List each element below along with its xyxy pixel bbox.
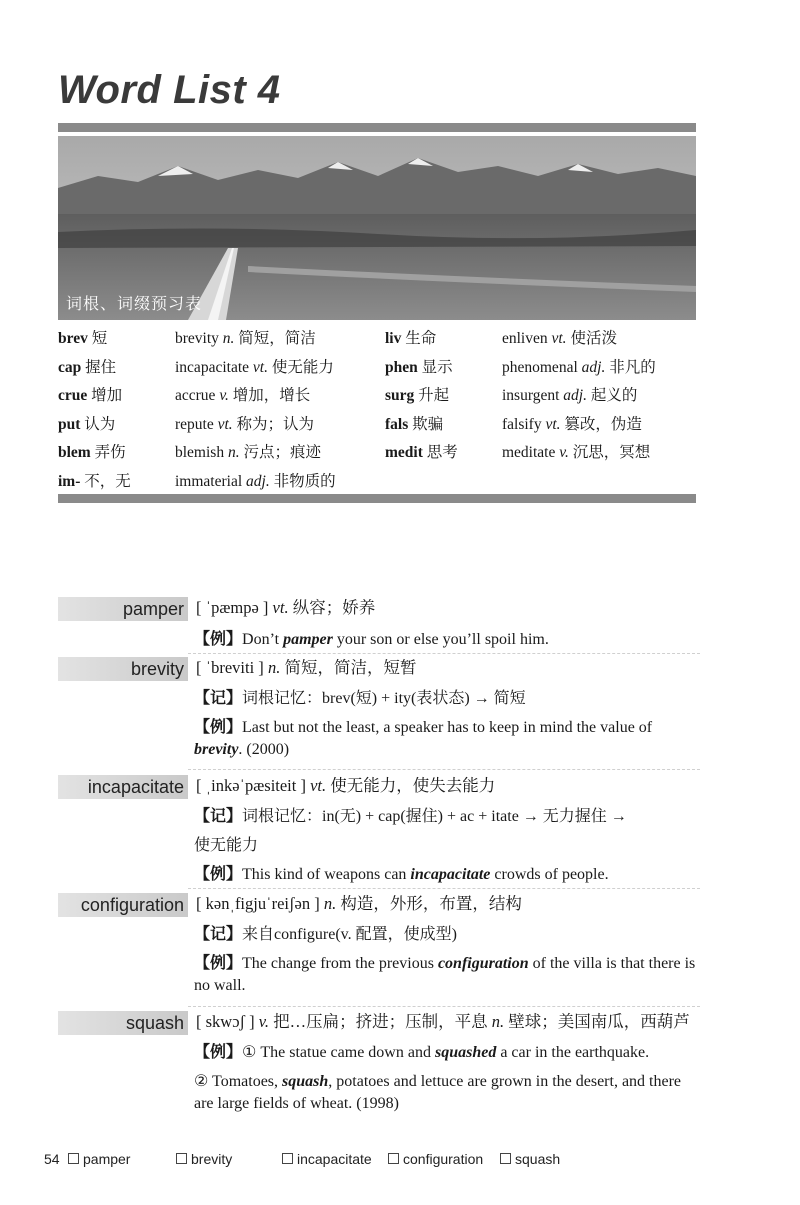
memory-tag: 【记】 <box>194 926 243 943</box>
phonetic: [ kənˌfigjuˈreiʃən ] <box>196 894 320 913</box>
example-tag: 【例】 <box>194 719 243 736</box>
footer-checkbox-item: squash <box>500 1151 560 1167</box>
example-keyword: squashed <box>434 1044 497 1061</box>
root-cell: surg 升起 <box>385 387 450 404</box>
table-bottom-rule <box>58 494 696 503</box>
example-keyword: configuration <box>437 955 529 972</box>
example-word-cell: meditate v. 沉思，冥想 <box>502 444 651 461</box>
definition: 简短，简洁，短暂 <box>284 658 417 677</box>
entry-headline <box>196 893 702 915</box>
example-word-cell: repute vt. 称为；认为 <box>175 415 315 433</box>
example-keyword: pamper <box>283 631 333 648</box>
footer-checkbox-item: configuration <box>388 1151 483 1167</box>
root-cell: blem 弄伤 <box>58 444 126 461</box>
banner-caption: 词根、词缀预习表 <box>66 294 203 313</box>
example-keyword: squash <box>282 1073 329 1090</box>
memory-line: 【记】词根记忆：brev(短) + ity(表状态) → 简短 <box>194 690 526 707</box>
part-of-speech: v. <box>258 1012 270 1031</box>
definition: 使无能力，使失去能力 <box>330 776 496 795</box>
phonetic: [ ˌinkəˈpæsiteit ] <box>196 776 306 795</box>
example-line: 【例】This kind of weapons can incapacitate crowds of people. <box>194 866 609 883</box>
entry-headline <box>196 1011 702 1033</box>
example-line: 【例】① The statue came down and squashed a car in the earthquake. <box>194 1044 650 1061</box>
checkbox-icon <box>282 1153 293 1164</box>
root-row <box>58 383 696 412</box>
definition: 把…压扁；挤进；压制，平息 <box>273 1012 488 1031</box>
entry-word-brevity: brevity <box>58 657 188 681</box>
entry-word-squash: squash <box>58 1011 188 1035</box>
example-tag: 【例】 <box>194 955 243 972</box>
example-keyword: brevity <box>194 741 239 758</box>
roots-table <box>58 326 696 497</box>
checkbox-icon <box>388 1153 399 1164</box>
footer-checkbox-item: brevity <box>176 1151 232 1167</box>
root-cell: im- 不，无 <box>58 472 131 490</box>
part-of-speech: vt. <box>272 598 289 617</box>
definition-2: 壁球；美国南瓜，西葫芦 <box>508 1012 690 1031</box>
title-rule <box>58 123 696 132</box>
memory-tag: 【记】 <box>194 690 243 707</box>
memory-line: 【记】词根记忆：in(无) + cap(握住) + ac + itate → 无力握住 → <box>194 808 627 825</box>
root-row <box>58 412 696 441</box>
example-line: 【例】Last but not the least, a speaker has to keep in mind the value of brevity. (2000) <box>194 719 653 758</box>
banner-photo <box>58 136 696 320</box>
root-cell: medit 思考 <box>385 444 458 461</box>
root-row <box>58 355 696 384</box>
example-line: 【例】Don’t pamper your son or else you’ll spoil him. <box>194 631 549 648</box>
entry-separator <box>188 888 700 889</box>
part-of-speech: n. <box>267 658 281 677</box>
example-word-cell: insurgent adj. 起义的 <box>502 387 638 404</box>
example-tag: 【例】 <box>194 866 243 883</box>
example-keyword: incapacitate <box>410 866 491 883</box>
entry-separator <box>188 1006 700 1007</box>
example-tag: 【例】 <box>194 1044 243 1061</box>
entry-headline <box>196 775 702 797</box>
example-word-cell: incapacitate vt. 使无能力 <box>175 358 334 376</box>
entry-word-configuration: configuration <box>58 893 188 917</box>
root-cell: liv 生命 <box>385 330 437 347</box>
checkbox-icon <box>500 1153 511 1164</box>
footer-checkbox-item: pamper <box>68 1151 130 1167</box>
root-row <box>58 326 696 355</box>
memory-line: 【记】来自configure(v. 配置，使成型) <box>194 926 457 943</box>
memory-tag: 【记】 <box>194 808 243 825</box>
definition: 纵容；娇养 <box>292 598 376 617</box>
example-word-cell: accrue v. 增加，增长 <box>175 387 311 404</box>
root-row <box>58 440 696 469</box>
definition: 构造，外形，布置，结构 <box>340 894 522 913</box>
example-word-cell: enliven vt. 使活泼 <box>502 330 617 347</box>
example-word-cell: blemish n. 污点；痕迹 <box>175 444 321 461</box>
example-line-2: ② Tomatoes, squash, potatoes and lettuce are grown in the desert, and there are large fields of wheat. (1998) <box>194 1073 682 1112</box>
checkbox-icon <box>176 1153 187 1164</box>
phonetic: [ skwɔʃ ] <box>196 1012 255 1031</box>
example-word-cell: falsify vt. 篡改，伪造 <box>502 415 642 433</box>
phonetic: [ ˈbreviti ] <box>196 658 264 677</box>
page-title: Word List 4 <box>58 68 281 112</box>
entry-separator <box>188 653 700 654</box>
example-line: 【例】The change from the previous configuration of the villa is that there is no wall. <box>194 955 696 994</box>
example-word-cell: phenomenal adj. 非凡的 <box>502 358 656 376</box>
part-of-speech: vt. <box>310 776 327 795</box>
phonetic: [ ˈpæmpə ] <box>196 598 269 617</box>
root-cell: brev 短 <box>58 330 108 347</box>
page-number: 54 <box>44 1151 60 1167</box>
example-tag: 【例】 <box>194 631 243 648</box>
entry-headline <box>196 597 702 619</box>
root-cell: crue 增加 <box>58 387 123 404</box>
example-word-cell: immaterial adj. 非物质的 <box>175 472 336 490</box>
root-cell: fals 欺骗 <box>385 415 444 433</box>
checkbox-icon <box>68 1153 79 1164</box>
entry-headline <box>196 657 702 679</box>
example-word-cell: brevity n. 简短，简洁 <box>175 330 316 347</box>
part-of-speech: n. <box>323 894 337 913</box>
footer-checkbox-item: incapacitate <box>282 1151 372 1167</box>
root-cell: put 认为 <box>58 415 116 433</box>
entry-separator <box>188 769 700 770</box>
entry-word-incapacitate: incapacitate <box>58 775 188 799</box>
root-cell: phen 显示 <box>385 358 453 376</box>
root-row <box>58 469 696 498</box>
entry-word-pamper: pamper <box>58 597 188 621</box>
part-of-speech-2: n. <box>491 1012 505 1031</box>
memory-line-continued: 使无能力 <box>194 837 259 854</box>
root-cell: cap 握住 <box>58 358 117 376</box>
